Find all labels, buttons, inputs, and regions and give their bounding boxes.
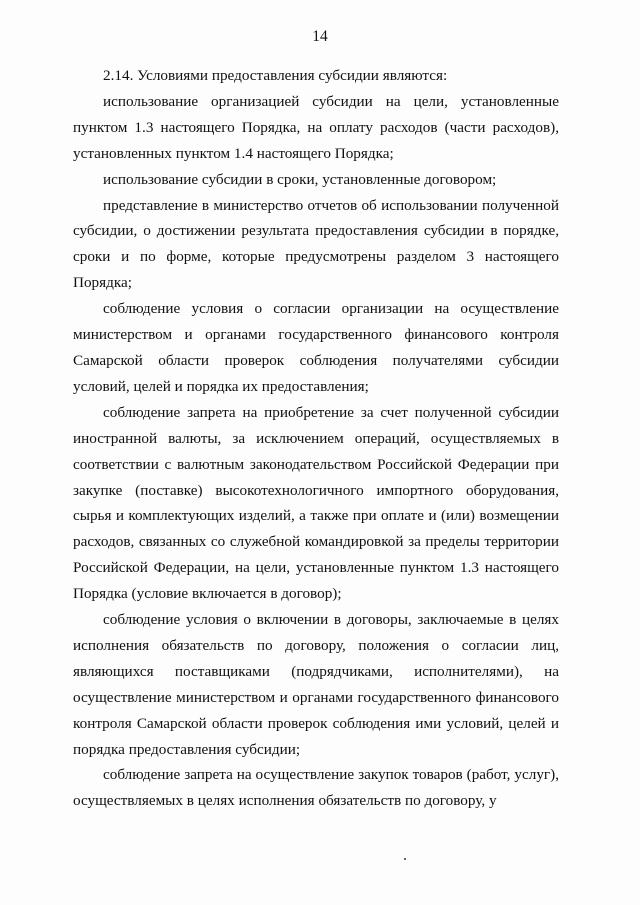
condition-paragraph: использование субсидии в сроки, установленные договором; [103, 170, 497, 188]
condition-paragraph: соблюдение запрета на приобретение за счет полученной субсидии иностранной валюты, за исключением операций, осуществляемых в соответствии с валютным законодательством Российской Федерации при закупке (поставке) высокотехнологичного импортного оборудования, сырья и комплектующих изделий, а также при оплате и (или) возмещении расходов, связанных со служебной командировкой за пределы территории Российской Федерации, на цели, установленные пунктом 1.3 настоящего Порядка (условие включается в договор); [73, 403, 559, 603]
document-body [73, 63, 559, 814]
condition-paragraph: соблюдение условия о включении в договоры, заключаемые в целях исполнения обязательств по договору, положения о согласии лиц, являющихся поставщиками (подрядчиками, исполнителями), на осуществление министерством и органами государственного финансового контроля Самарской области проверок соблюдения ими условий, целей и порядка предоставления субсидии; [73, 611, 559, 758]
page-number: 14 [312, 28, 328, 45]
condition-paragraph: использование организацией субсидии на цели, установленные пунктом 1.3 настоящего Порядка, на оплату расходов (части расходов), установленных пунктом 1.4 настоящего Порядка; [73, 92, 559, 162]
condition-paragraph: представление в министерство отчетов об использовании полученной субсидии, о достижении результата предоставления субсидии в порядке, сроки и по форме, которые предусмотрены разделом 3 настоящего Порядка; [73, 196, 559, 292]
condition-paragraph: соблюдение условия о согласии организации на осуществление министерством и органами государственного финансового контроля Самарской области проверок соблюдения получателями субсидии условий, целей и порядка их предоставления; [73, 300, 559, 395]
scan-speck [404, 858, 406, 860]
section-heading: 2.14. Условиями предоставления субсидии являются: [103, 67, 448, 84]
condition-paragraph: соблюдение запрета на осуществление закупок товаров (работ, услуг), осуществляемых в целях исполнения обязательств по договору, у [73, 766, 559, 810]
